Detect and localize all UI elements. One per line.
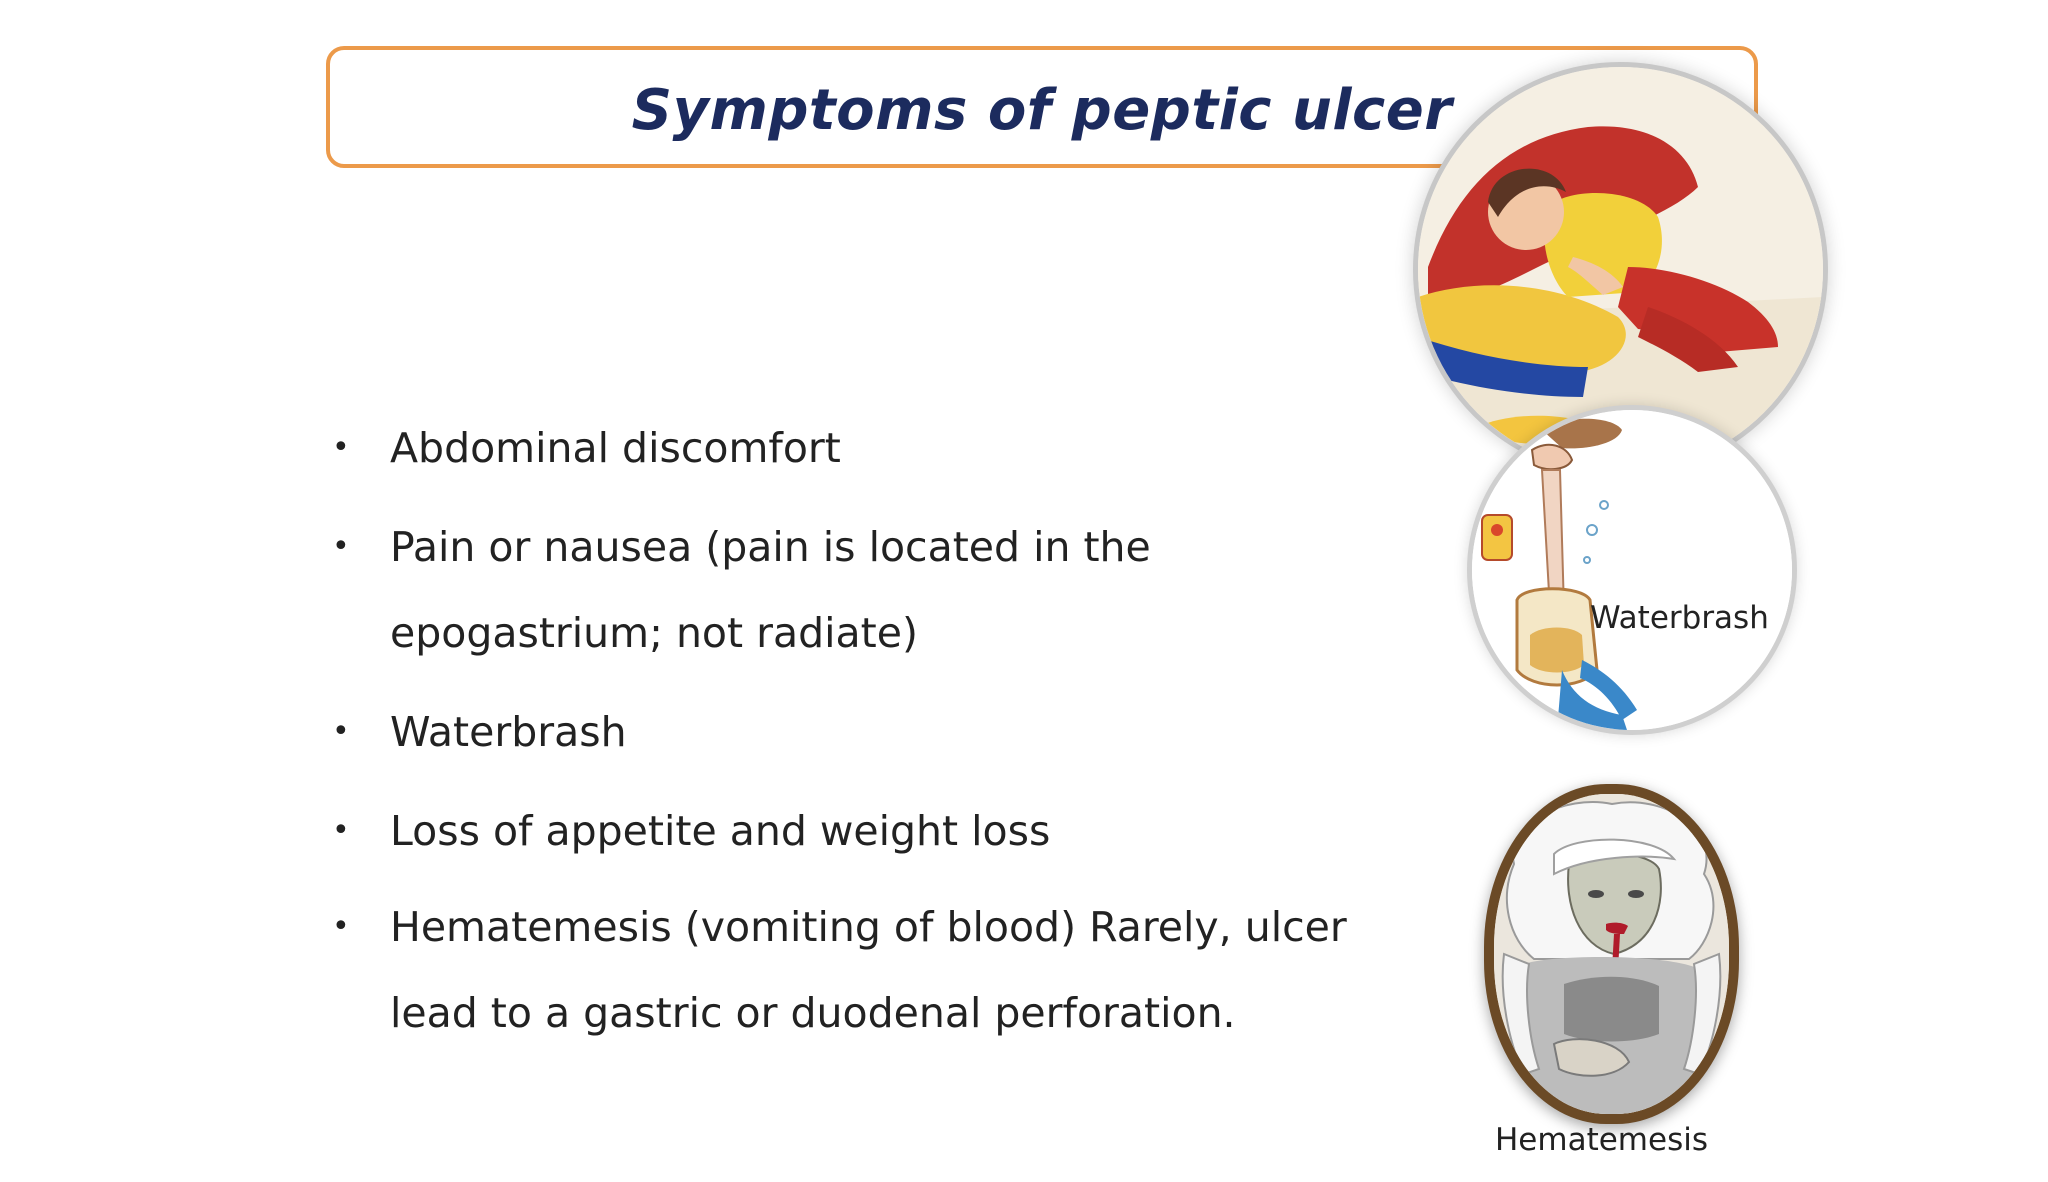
list-item-text: Loss of appetite and weight loss <box>390 807 1051 855</box>
list-item-text: Hematemesis (vomiting of blood) Rarely, ulcer lead to a gastric or duodenal perforation. <box>390 903 1347 1037</box>
slide-title: Symptoms of peptic ulcer <box>631 78 1453 143</box>
bullet-icon: • <box>332 813 350 848</box>
symptom-list <box>330 405 1430 1056</box>
list-item-text: Abdominal discomfort <box>390 424 841 472</box>
hematemesis-caption: Hematemesis <box>1495 1122 1708 1158</box>
waterbrash-caption: Waterbrash <box>1590 600 1769 636</box>
list-item <box>330 788 1430 874</box>
hematemesis-illustration-image <box>1484 784 1739 1124</box>
list-item <box>330 504 1430 676</box>
list-item <box>330 405 1430 491</box>
bullet-icon: • <box>332 714 350 749</box>
list-item-text: Waterbrash <box>390 708 627 756</box>
waterbrash-cartoon-image <box>1467 405 1797 735</box>
list-item <box>330 689 1430 775</box>
bullet-icon: • <box>332 430 350 465</box>
list-item-text: Pain or nausea (pain is located in the epogastrium; not radiate) <box>390 523 1151 657</box>
bullet-icon: • <box>332 909 350 944</box>
list-item <box>330 884 1430 1056</box>
bullet-icon: • <box>332 529 350 564</box>
